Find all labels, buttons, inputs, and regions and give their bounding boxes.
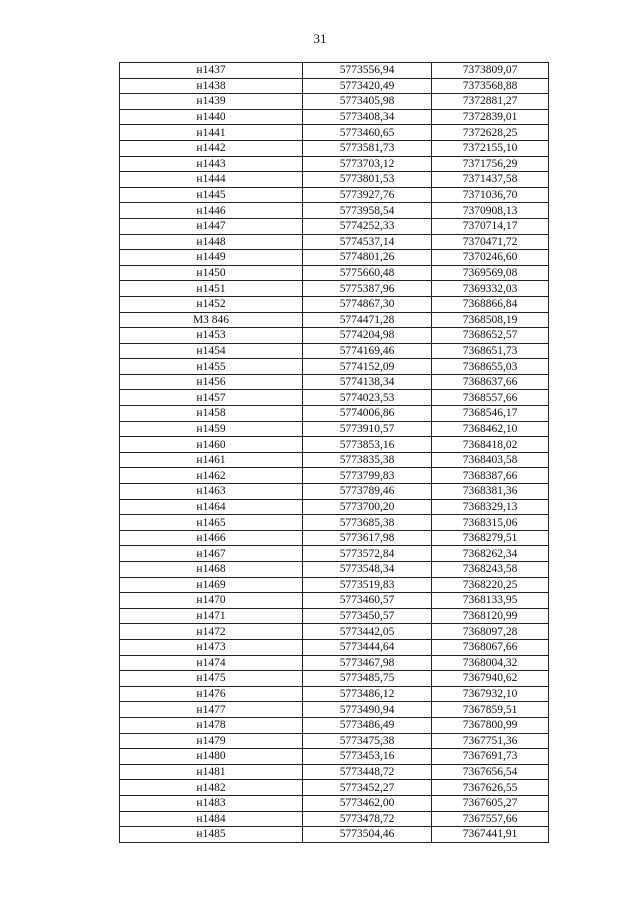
- x-coordinate-cell: 5773617,98: [303, 530, 432, 546]
- point-id-cell: н1458: [120, 406, 303, 422]
- y-coordinate-cell: 7368508,19: [432, 312, 549, 328]
- point-id-cell: н1467: [120, 546, 303, 562]
- table-row: [120, 125, 549, 141]
- table-row: [120, 172, 549, 188]
- table-row: [120, 686, 549, 702]
- point-id-cell: МЗ 846: [120, 312, 303, 328]
- point-id-cell: н1453: [120, 328, 303, 344]
- y-coordinate-cell: 7367441,91: [432, 827, 549, 843]
- y-coordinate-cell: 7373809,07: [432, 63, 549, 79]
- table-row: [120, 203, 549, 219]
- x-coordinate-cell: 5773556,94: [303, 63, 432, 79]
- y-coordinate-cell: 7372628,25: [432, 125, 549, 141]
- point-id-cell: н1483: [120, 795, 303, 811]
- y-coordinate-cell: 7367932,10: [432, 686, 549, 702]
- x-coordinate-cell: 5774801,26: [303, 250, 432, 266]
- y-coordinate-cell: 7368637,66: [432, 374, 549, 390]
- x-coordinate-cell: 5773927,76: [303, 187, 432, 203]
- table-row: [120, 281, 549, 297]
- table-row: [120, 156, 549, 172]
- point-id-cell: н1461: [120, 452, 303, 468]
- x-coordinate-cell: 5773581,73: [303, 140, 432, 156]
- x-coordinate-cell: 5773799,83: [303, 468, 432, 484]
- table-row: [120, 639, 549, 655]
- point-id-cell: н1438: [120, 78, 303, 94]
- y-coordinate-cell: 7368546,17: [432, 406, 549, 422]
- table-row: [120, 515, 549, 531]
- y-coordinate-cell: 7368387,66: [432, 468, 549, 484]
- y-coordinate-cell: 7368403,58: [432, 452, 549, 468]
- table-row: [120, 421, 549, 437]
- point-id-cell: н1482: [120, 780, 303, 796]
- table-row: [120, 250, 549, 266]
- x-coordinate-cell: 5774867,30: [303, 296, 432, 312]
- table-row: [120, 296, 549, 312]
- y-coordinate-cell: 7368279,51: [432, 530, 549, 546]
- y-coordinate-cell: 7368243,58: [432, 562, 549, 578]
- table-row: [120, 764, 549, 780]
- x-coordinate-cell: 5773801,53: [303, 172, 432, 188]
- point-id-cell: н1481: [120, 764, 303, 780]
- y-coordinate-cell: 7368866,84: [432, 296, 549, 312]
- x-coordinate-cell: 5774023,53: [303, 390, 432, 406]
- table-row: [120, 109, 549, 125]
- point-id-cell: н1469: [120, 577, 303, 593]
- table-row: [120, 187, 549, 203]
- y-coordinate-cell: 7368462,10: [432, 421, 549, 437]
- x-coordinate-cell: 5773420,49: [303, 78, 432, 94]
- x-coordinate-cell: 5773450,57: [303, 608, 432, 624]
- table-row: [120, 811, 549, 827]
- table-row: [120, 234, 549, 250]
- table-row: [120, 359, 549, 375]
- point-id-cell: н1460: [120, 437, 303, 453]
- point-id-cell: н1477: [120, 702, 303, 718]
- point-id-cell: н1444: [120, 172, 303, 188]
- x-coordinate-cell: 5773452,27: [303, 780, 432, 796]
- point-id-cell: н1462: [120, 468, 303, 484]
- x-coordinate-cell: 5773405,98: [303, 94, 432, 110]
- point-id-cell: н1480: [120, 749, 303, 765]
- x-coordinate-cell: 5773448,72: [303, 764, 432, 780]
- y-coordinate-cell: 7368329,13: [432, 499, 549, 515]
- x-coordinate-cell: 5773490,94: [303, 702, 432, 718]
- table-row: [120, 437, 549, 453]
- y-coordinate-cell: 7371756,29: [432, 156, 549, 172]
- y-coordinate-cell: 7371036,70: [432, 187, 549, 203]
- x-coordinate-cell: 5775660,48: [303, 265, 432, 281]
- y-coordinate-cell: 7368557,66: [432, 390, 549, 406]
- point-id-cell: н1466: [120, 530, 303, 546]
- x-coordinate-cell: 5773703,12: [303, 156, 432, 172]
- y-coordinate-cell: 7367557,66: [432, 811, 549, 827]
- table-row: [120, 468, 549, 484]
- x-coordinate-cell: 5773700,20: [303, 499, 432, 515]
- table-row: [120, 265, 549, 281]
- coordinates-table-body: [120, 63, 549, 843]
- point-id-cell: н1455: [120, 359, 303, 375]
- x-coordinate-cell: 5773789,46: [303, 484, 432, 500]
- y-coordinate-cell: 7370908,13: [432, 203, 549, 219]
- table-row: [120, 717, 549, 733]
- y-coordinate-cell: 7370714,17: [432, 218, 549, 234]
- point-id-cell: н1450: [120, 265, 303, 281]
- point-id-cell: н1475: [120, 671, 303, 687]
- table-row: [120, 530, 549, 546]
- table-row: [120, 484, 549, 500]
- coordinates-table: [119, 62, 549, 843]
- y-coordinate-cell: 7372839,01: [432, 109, 549, 125]
- x-coordinate-cell: 5775387,96: [303, 281, 432, 297]
- x-coordinate-cell: 5773958,54: [303, 203, 432, 219]
- y-coordinate-cell: 7367626,55: [432, 780, 549, 796]
- y-coordinate-cell: 7368097,28: [432, 624, 549, 640]
- y-coordinate-cell: 7368655,03: [432, 359, 549, 375]
- y-coordinate-cell: 7368418,02: [432, 437, 549, 453]
- table-row: [120, 390, 549, 406]
- point-id-cell: н1479: [120, 733, 303, 749]
- y-coordinate-cell: 7369332,03: [432, 281, 549, 297]
- x-coordinate-cell: 5773467,98: [303, 655, 432, 671]
- x-coordinate-cell: 5774537,14: [303, 234, 432, 250]
- point-id-cell: н1471: [120, 608, 303, 624]
- y-coordinate-cell: 7372881,27: [432, 94, 549, 110]
- y-coordinate-cell: 7368651,73: [432, 343, 549, 359]
- y-coordinate-cell: 7372155,10: [432, 140, 549, 156]
- x-coordinate-cell: 5773519,83: [303, 577, 432, 593]
- y-coordinate-cell: 7367800,99: [432, 717, 549, 733]
- x-coordinate-cell: 5773548,34: [303, 562, 432, 578]
- page-number: 31: [313, 31, 327, 46]
- x-coordinate-cell: 5774204,98: [303, 328, 432, 344]
- x-coordinate-cell: 5773853,16: [303, 437, 432, 453]
- y-coordinate-cell: 7368315,06: [432, 515, 549, 531]
- point-id-cell: н1457: [120, 390, 303, 406]
- x-coordinate-cell: 5773460,65: [303, 125, 432, 141]
- x-coordinate-cell: 5773462,00: [303, 795, 432, 811]
- point-id-cell: н1476: [120, 686, 303, 702]
- x-coordinate-cell: 5773453,16: [303, 749, 432, 765]
- point-id-cell: н1473: [120, 639, 303, 655]
- table-row: [120, 733, 549, 749]
- point-id-cell: н1478: [120, 717, 303, 733]
- point-id-cell: н1474: [120, 655, 303, 671]
- table-row: [120, 608, 549, 624]
- y-coordinate-cell: 7373568,88: [432, 78, 549, 94]
- point-id-cell: н1484: [120, 811, 303, 827]
- y-coordinate-cell: 7368004,32: [432, 655, 549, 671]
- x-coordinate-cell: 5773485,75: [303, 671, 432, 687]
- y-coordinate-cell: 7368381,36: [432, 484, 549, 500]
- y-coordinate-cell: 7367940,62: [432, 671, 549, 687]
- point-id-cell: н1442: [120, 140, 303, 156]
- y-coordinate-cell: 7367691,73: [432, 749, 549, 765]
- table-row: [120, 94, 549, 110]
- point-id-cell: н1470: [120, 593, 303, 609]
- y-coordinate-cell: 7368262,34: [432, 546, 549, 562]
- point-id-cell: н1446: [120, 203, 303, 219]
- point-id-cell: н1454: [120, 343, 303, 359]
- y-coordinate-cell: 7369569,08: [432, 265, 549, 281]
- x-coordinate-cell: 5774471,28: [303, 312, 432, 328]
- table-row: [120, 702, 549, 718]
- x-coordinate-cell: 5773835,38: [303, 452, 432, 468]
- x-coordinate-cell: 5774006,86: [303, 406, 432, 422]
- x-coordinate-cell: 5773478,72: [303, 811, 432, 827]
- x-coordinate-cell: 5773408,34: [303, 109, 432, 125]
- table-row: [120, 78, 549, 94]
- point-id-cell: н1440: [120, 109, 303, 125]
- point-id-cell: н1468: [120, 562, 303, 578]
- point-id-cell: н1472: [120, 624, 303, 640]
- y-coordinate-cell: 7367605,27: [432, 795, 549, 811]
- x-coordinate-cell: 5773504,46: [303, 827, 432, 843]
- y-coordinate-cell: 7367859,51: [432, 702, 549, 718]
- y-coordinate-cell: 7368220,25: [432, 577, 549, 593]
- table-row: [120, 655, 549, 671]
- y-coordinate-cell: 7370246,60: [432, 250, 549, 266]
- point-id-cell: н1465: [120, 515, 303, 531]
- table-row: [120, 577, 549, 593]
- point-id-cell: н1451: [120, 281, 303, 297]
- point-id-cell: н1445: [120, 187, 303, 203]
- table-row: [120, 312, 549, 328]
- point-id-cell: н1456: [120, 374, 303, 390]
- table-row: [120, 827, 549, 843]
- x-coordinate-cell: 5773572,84: [303, 546, 432, 562]
- table-row: [120, 546, 549, 562]
- x-coordinate-cell: 5773442,05: [303, 624, 432, 640]
- table-row: [120, 218, 549, 234]
- point-id-cell: н1449: [120, 250, 303, 266]
- table-row: [120, 140, 549, 156]
- table-row: [120, 749, 549, 765]
- y-coordinate-cell: 7367656,54: [432, 764, 549, 780]
- table-row: [120, 499, 549, 515]
- table-row: [120, 593, 549, 609]
- table-row: [120, 343, 549, 359]
- table-row: [120, 671, 549, 687]
- table-row: [120, 328, 549, 344]
- y-coordinate-cell: 7368120,99: [432, 608, 549, 624]
- x-coordinate-cell: 5773460,57: [303, 593, 432, 609]
- table-row: [120, 406, 549, 422]
- point-id-cell: н1439: [120, 94, 303, 110]
- x-coordinate-cell: 5773475,38: [303, 733, 432, 749]
- y-coordinate-cell: 7367751,36: [432, 733, 549, 749]
- x-coordinate-cell: 5773444,64: [303, 639, 432, 655]
- y-coordinate-cell: 7368067,66: [432, 639, 549, 655]
- table-row: [120, 374, 549, 390]
- y-coordinate-cell: 7370471,72: [432, 234, 549, 250]
- table-row: [120, 63, 549, 79]
- point-id-cell: н1459: [120, 421, 303, 437]
- table-row: [120, 624, 549, 640]
- point-id-cell: н1485: [120, 827, 303, 843]
- point-id-cell: н1447: [120, 218, 303, 234]
- point-id-cell: н1441: [120, 125, 303, 141]
- table-row: [120, 780, 549, 796]
- x-coordinate-cell: 5774252,33: [303, 218, 432, 234]
- x-coordinate-cell: 5773486,49: [303, 717, 432, 733]
- table-row: [120, 562, 549, 578]
- point-id-cell: н1452: [120, 296, 303, 312]
- table-row: [120, 452, 549, 468]
- y-coordinate-cell: 7368652,57: [432, 328, 549, 344]
- y-coordinate-cell: 7371437,58: [432, 172, 549, 188]
- point-id-cell: н1464: [120, 499, 303, 515]
- x-coordinate-cell: 5774138,34: [303, 374, 432, 390]
- point-id-cell: н1448: [120, 234, 303, 250]
- x-coordinate-cell: 5773910,57: [303, 421, 432, 437]
- x-coordinate-cell: 5773685,38: [303, 515, 432, 531]
- table-row: [120, 795, 549, 811]
- point-id-cell: н1443: [120, 156, 303, 172]
- x-coordinate-cell: 5774169,46: [303, 343, 432, 359]
- point-id-cell: н1463: [120, 484, 303, 500]
- y-coordinate-cell: 7368133,95: [432, 593, 549, 609]
- x-coordinate-cell: 5774152,09: [303, 359, 432, 375]
- x-coordinate-cell: 5773486,12: [303, 686, 432, 702]
- point-id-cell: н1437: [120, 63, 303, 79]
